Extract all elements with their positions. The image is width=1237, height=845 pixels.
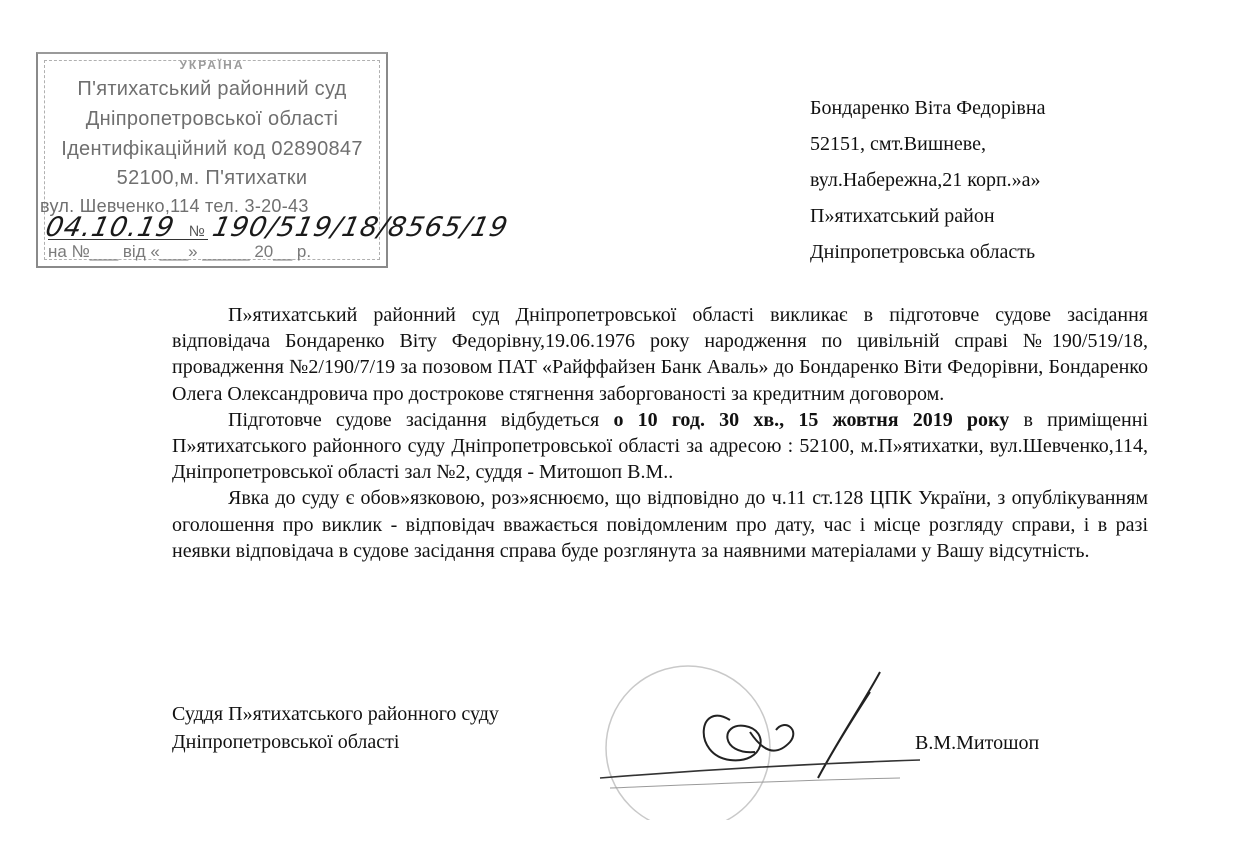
judge-title-line2: Дніпропетровської області (172, 731, 400, 753)
stamp-date-underline (48, 239, 208, 240)
summons-body (172, 302, 1148, 564)
paragraph-summons: П»ятихатський районний суд Дніпропетровської області викликає в підготовче судове засідання відповідача Бондаренко Віту Федорівну,19.06.1976 року народження по цивільній справі №190/519/18, провадження №2/190/7/19 за позовом ПАТ «Райффайзен Банк Аваль» до Бондаренко Віти Федорівни, Бондаренко Олега Олександровича про дострокове стягнення заборгованості за кредитним договором. (172, 304, 1148, 405)
addressee-name: Бондаренко Віта Федорівна (810, 97, 1046, 119)
addressee-block (810, 90, 1045, 270)
addressee-postal: 52151, смт.Вишневе, (810, 133, 986, 155)
judge-title-line1: Суддя П»ятихатського районного суду (172, 703, 499, 725)
hearing-location: в приміщенні П»ятихатського районного суду Дніпропетровської області за адресою : 52100, м.П»ятихатки, вул.Шевченко,114, Дніпропетровської області зал №2, суддя - Митошоп В.М.. (172, 408, 1148, 484)
addressee-street: вул.Набережна,21 корп.»а» (810, 169, 1041, 191)
hearing-intro: Підготовче судове засідання відбудеться (228, 408, 614, 431)
handwritten-signature (580, 660, 940, 820)
signature-underline (610, 778, 900, 788)
judge-title (172, 700, 499, 756)
stamp-country: УКРАЇНА (179, 58, 245, 72)
stamp-region: Дніпропетровської області (85, 108, 339, 130)
court-stamp (36, 52, 512, 268)
stamp-street-phone: вул. Шевченко,114 тел. 3-20-43 (40, 196, 309, 216)
stamp-id-code: Ідентифікаційний код 02890847 (61, 138, 363, 160)
signature-loop (704, 716, 761, 761)
paragraph-attendance: Явка до суду є обов»язковою, роз»яснюємо, що відповідно до ч.11 ст.128 ЦПК України, з опублікуванням оголошення про виклик - відповідач вважається повідомленим про дату, час і місце розгляду справи, і в разі неявки відповідача в судове засідання справа буде розглянута за наявними матеріалами у Вашу відсутність. (172, 487, 1148, 562)
stamp-postal-address: 52100,м. П'ятихатки (116, 167, 308, 189)
stamp-handwritten-number: 190/519/18/8565/19 (209, 212, 512, 243)
hearing-datetime: о 10 год. 30 хв., 15 жовтня 2019 року (613, 408, 1010, 431)
stamp-handwritten-date: 04.10.19 (42, 212, 178, 243)
addressee-region: Дніпропетровська область (810, 241, 1036, 263)
stamp-number-label: № (188, 223, 205, 240)
signature-baseline (600, 760, 920, 778)
paragraph-hearing (172, 407, 1148, 486)
seal-outline (606, 666, 770, 820)
stamp-reference-row: на №___ від «___» _____ 20__ р. (48, 242, 312, 261)
judge-name: В.М.Митошоп (915, 732, 1040, 754)
signature-curl (750, 725, 793, 751)
stamp-court-name: П'ятихатський районний суд (77, 78, 347, 100)
addressee-district: П»ятихатський район (810, 205, 995, 227)
